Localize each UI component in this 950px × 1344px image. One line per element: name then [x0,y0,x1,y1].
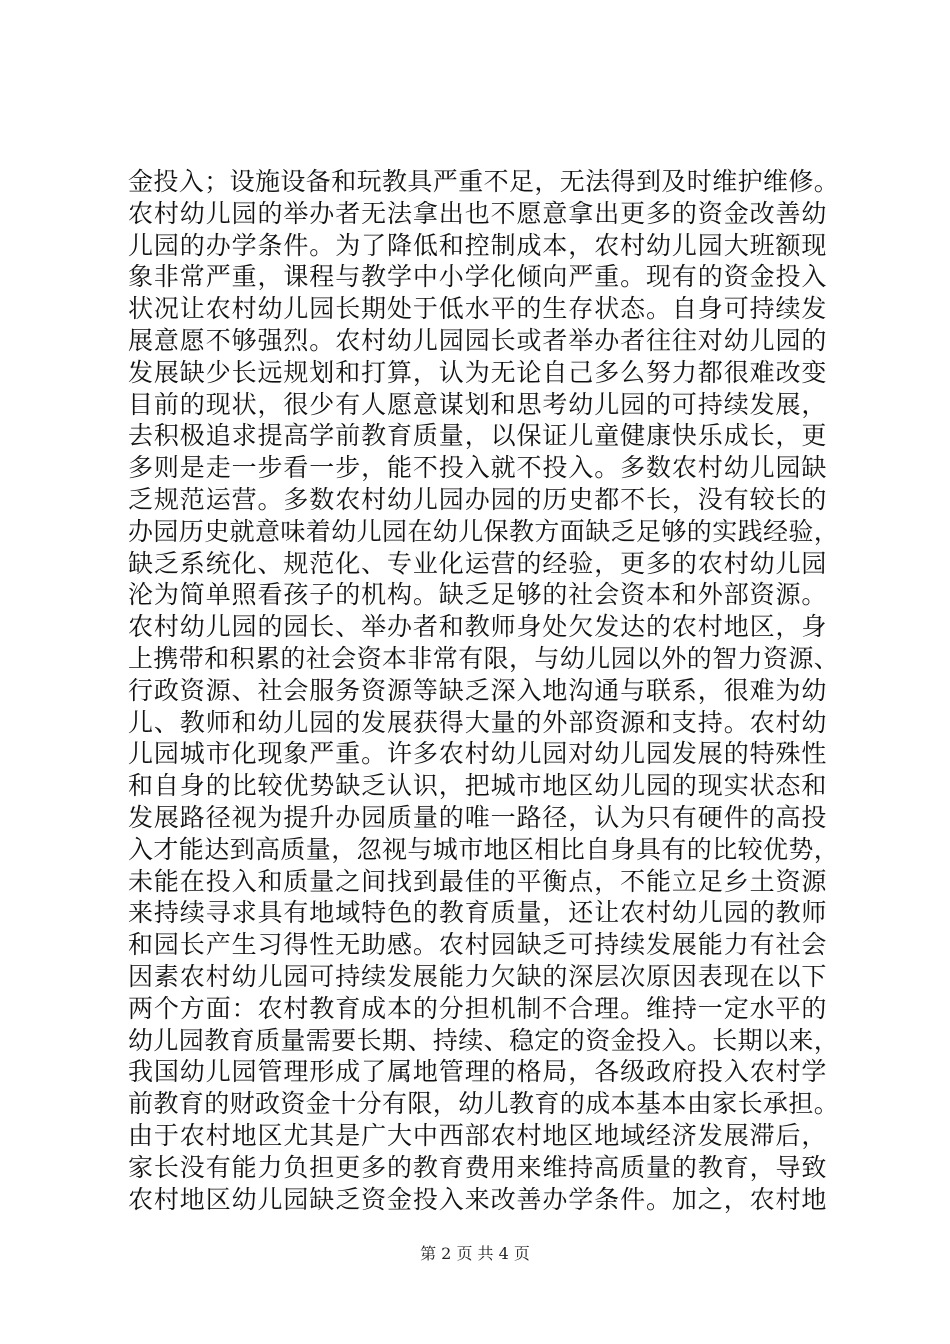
text-line: 儿园城市化现象严重。许多农村幼儿园对幼儿园发展的特殊性 [128,739,828,769]
text-line: 我国幼儿园管理形成了属地管理的格局，各级政府投入农村学 [128,1057,828,1087]
page-footer: 第 2 页 共 4 页 [420,1244,530,1263]
text-line: 因素农村幼儿园可持续发展能力欠缺的深层次原因表现在以下 [128,961,828,991]
text-line: 沦为简单照看孩子的机构。缺乏足够的社会资本和外部资源。 [128,580,828,610]
text-line: 前教育的财政资金十分有限，幼儿教育的成本基本由家长承担。 [128,1089,840,1119]
text-line: 办园历史就意味着幼儿园在幼儿保教方面缺乏足够的实践经验， [128,516,840,546]
text-line: 缺乏系统化、规范化、专业化运营的经验，更多的农村幼儿园 [128,548,828,578]
text-line: 行政资源、社会服务资源等缺乏深入地沟通与联系，很难为幼 [128,675,828,705]
text-line: 农村幼儿园的举办者无法拿出也不愿意拿出更多的资金改善幼 [128,198,828,228]
text-line: 状况让农村幼儿园长期处于低水平的生存状态。自身可持续发 [128,294,828,324]
text-line: 展意愿不够强烈。农村幼儿园园长或者举办者往往对幼儿园的 [128,325,828,355]
text-line: 上携带和积累的社会资本非常有限，与幼儿园以外的智力资源、 [128,643,840,673]
text-line: 象非常严重，课程与教学中小学化倾向严重。现有的资金投入 [128,262,828,292]
text-line: 发展缺少长远规划和打算，认为无论自己多么努力都很难改变 [128,357,828,387]
text-line: 两个方面：农村教育成本的分担机制不合理。维持一定水平的 [128,993,828,1023]
text-line: 儿园的办学条件。为了降低和控制成本，农村幼儿园大班额现 [128,230,828,260]
text-line: 发展路径视为提升办园质量的唯一路径，认为只有硬件的高投 [128,802,828,832]
text-line: 农村地区幼儿园缺乏资金投入来改善办学条件。加之，农村地 [128,1184,828,1214]
text-line: 幼儿园教育质量需要长期、持续、稳定的资金投入。长期以来， [128,1025,840,1055]
text-line: 农村幼儿园的园长、举办者和教师身处欠发达的农村地区，身 [128,612,828,642]
text-line: 乏规范运营。多数农村幼儿园办园的历史都不长，没有较长的 [128,484,828,514]
text-line: 入才能达到高质量，忽视与城市地区相比自身具有的比较优势， [128,834,840,864]
text-line: 家长没有能力负担更多的教育费用来维持高质量的教育，导致 [128,1152,828,1182]
text-line: 来持续寻求具有地域特色的教育质量，还让农村幼儿园的教师 [128,898,828,928]
text-line: 目前的现状，很少有人愿意谋划和思考幼儿园的可持续发展， [128,389,828,419]
text-line: 去积极追求提高学前教育质量，以保证儿童健康快乐成长，更 [128,421,828,451]
text-line: 和自身的比较优势缺乏认识，把城市地区幼儿园的现实状态和 [128,771,828,801]
body-text [128,166,840,1215]
text-line: 由于农村地区尤其是广大中西部农村地区地域经济发展滞后， [128,1120,828,1150]
text-line: 未能在投入和质量之间找到最佳的平衡点，不能立足乡土资源 [128,866,828,896]
text-line: 金投入；设施设备和玩教具严重不足，无法得到及时维护维修。 [128,167,840,196]
text-line: 儿、教师和幼儿园的发展获得大量的外部资源和支持。农村幼 [128,707,828,737]
text-line: 和园长产生习得性无助感。农村园缺乏可持续发展能力有社会 [128,930,828,960]
text-line: 多则是走一步看一步，能不投入就不投入。多数农村幼儿园缺 [128,453,828,483]
